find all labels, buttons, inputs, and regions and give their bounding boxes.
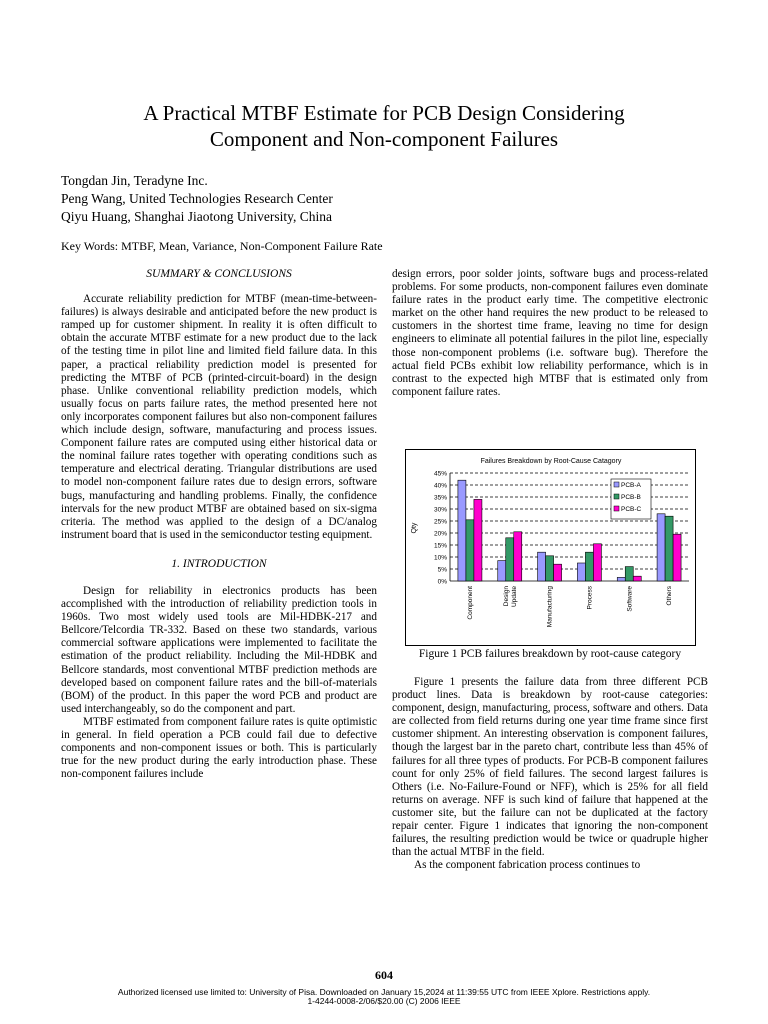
y-tick-label: 0% xyxy=(437,578,447,586)
legend-entry: PCB-A xyxy=(621,482,641,489)
bar-pcb-c xyxy=(514,532,522,581)
page-number: 604 xyxy=(375,968,393,982)
x-tick-label: Software xyxy=(626,586,634,612)
author-list xyxy=(61,172,333,226)
x-tick-label: Manufacturing xyxy=(546,586,554,628)
y-axis-label: Qty xyxy=(411,522,418,534)
bar-pcb-c xyxy=(633,576,641,581)
bar-pcb-a xyxy=(538,552,546,581)
bar-pcb-b xyxy=(506,538,514,581)
summary-paragraph: Accurate reliability prediction for MTBF (mean-time-between-failures) is always desirable and anticipated before the new product is ramped up for customer shipment. In reality it is often difficult to obtain the accurate MTBF estimate for a new product due to the lack of the testing time in pilot line and limited field failure data. In this paper, a practical reliability prediction model is presented for predicting the MTBF of PCB (printed-circuit-board) in the design phase. Unlike conventional reliability prediction models, which usually focus on parts failure rates, the method presented here not only incorporates component failures but also non-component failures which include design, software, manufacturing and process issues. Component failure rates are computed using either historical data or the nominal failure rates together with operating conditions such as temperature and electrical derating. Triangular distributions are used to model non-component failure rates due to design errors, software bugs, manufacturing and handling problems. Finally, the confidence intervals for the new product MTBF are obtained based on six-sigma criteria. The method was applied to the design of a DC/analog instrument board that is used in the semiconductor testing equipment. xyxy=(61,293,377,541)
paper-title xyxy=(0,100,768,152)
y-tick-label: 25% xyxy=(433,518,447,526)
bar-pcb-b xyxy=(625,567,633,581)
bar-pcb-a xyxy=(498,561,506,581)
bar-pcb-c xyxy=(554,564,562,581)
bar-pcb-c xyxy=(474,499,482,581)
author: Qiyu Huang, Shanghai Jiaotong University, China xyxy=(61,209,332,224)
y-tick-label: 40% xyxy=(433,482,447,490)
y-tick-label: 15% xyxy=(433,542,447,550)
y-tick-label: 30% xyxy=(433,506,447,514)
introduction-heading: 1. INTRODUCTION xyxy=(171,557,267,570)
body-paragraph-3: As the component fabrication process continues to xyxy=(414,859,641,872)
title-line-1: A Practical MTBF Estimate for PCB Design Considering xyxy=(143,101,625,125)
left-column xyxy=(61,268,377,781)
right-column-top xyxy=(392,268,708,399)
legend-swatch xyxy=(614,494,619,499)
legend-swatch xyxy=(614,506,619,511)
legend-swatch xyxy=(614,482,619,487)
summary-heading: SUMMARY & CONCLUSIONS xyxy=(146,268,292,280)
x-tick-label: Update xyxy=(510,586,518,607)
x-tick-label: Design xyxy=(502,586,510,607)
license-notice: Authorized licensed use limited to: University of Pisa. Downloaded on January 15,2024 at 11:39:55 UTC from IEEE Xplore. Restrictions apply. xyxy=(117,987,651,997)
y-tick-label: 45% xyxy=(433,470,447,478)
x-tick-label: Process xyxy=(586,586,594,610)
copyright-notice: 1-4244-0008-2/06/$20.00 (C) 2006 IEEE xyxy=(307,996,461,1006)
y-tick-label: 5% xyxy=(437,566,447,574)
figure-1-chart xyxy=(405,449,696,646)
y-tick-label: 10% xyxy=(433,554,447,562)
body-paragraph-2: Figure 1 presents the failure data from three different PCB product lines. Data is breakdown by root-cause categories: component, design, manufacturing, process, software and others. Data are collected from field returns during one year time frame since first customer shipment. An interesting observation is component failures, though the largest bar in the pareto chart, contribute less than 45% of failures for all three types of products. For PCB-B component failures count for only 25% of field failures. The second largest failures is Others (i.e. No-Failure-Found or NFF), which is 25% for all field returns on average. NFF is such kind of failure that happened at the customer site, but the failure can not be duplicated at the factory repair center. Figure 1 indicates that ignoring the non-component failures, the resulting prediction would be twice or quadruple higher than the actual MTBF in the field. xyxy=(392,676,708,859)
bar-pcb-b xyxy=(466,520,474,581)
x-tick-label: Others xyxy=(666,586,674,606)
bar-pcb-c xyxy=(673,534,681,581)
right-column-bottom xyxy=(392,676,708,872)
intro-paragraph-1: Design for reliability in electronics products has been accomplished with the introduction of reliability prediction tools in 1960s. Two most widely used tools are Mil-HDBK-217 and Bellcore/Telcordia TR-332. Based on these two standards, various commercial software applications were implemented to facilitate the estimation of the product reliability. Including the Mil-HDBK and Bellcore standards, most conventional MTBF prediction methods are developed based on component failure rates and the bill-of-materials (BOM) of the product. In this paper the word PCB and product are used interchangeably, so do the component and part. xyxy=(61,584,377,715)
y-tick-label: 20% xyxy=(433,530,447,538)
legend-entry: PCB-C xyxy=(621,506,642,513)
author: Peng Wang, United Technologies Research Center xyxy=(61,191,333,206)
bar-pcb-b xyxy=(585,552,593,581)
chart-title: Failures Breakdown by Root-Cause Catagory xyxy=(480,458,622,465)
bar-pcb-b xyxy=(665,516,673,581)
author: Tongdan Jin, Teradyne Inc. xyxy=(61,173,208,188)
legend-entry: PCB-B xyxy=(621,494,641,501)
bar-pcb-b xyxy=(546,556,554,581)
bar-pcb-a xyxy=(657,514,665,581)
x-tick-label: Component xyxy=(466,586,474,620)
bar-pcb-a xyxy=(617,577,625,581)
intro-paragraph-2: MTBF estimated from component failure rates is quite optimistic in general. In field operation a PCB could fail due to defective components and non-component issues or both. This is particularly true for the new product during the early introduction phase. These non-component failures include xyxy=(61,715,377,781)
keywords: Key Words: MTBF, Mean, Variance, Non-Component Failure Rate xyxy=(61,239,383,253)
bar-pcb-a xyxy=(458,480,466,581)
bar-chart xyxy=(406,450,695,645)
title-line-2: Component and Non-component Failures xyxy=(209,127,559,151)
body-paragraph-1: design errors, poor solder joints, software bugs and process-related problems. For some products, non-component failures even dominate failure rates in the product early time. The competitive electronic market on the other hand requires the new product to be released to customers in the shortest time frame, leaving no time for design engineers to eliminate all potential failures in the pilot line, especially those non-component problems (i.e. software bug). Therefore the actual field PCBs exhibit low reliability performance, which is in contrast to the expected high MTBF that is estimated only from component failure rates. xyxy=(392,268,708,398)
bar-pcb-c xyxy=(593,544,601,581)
y-tick-label: 35% xyxy=(433,494,447,502)
bar-pcb-a xyxy=(577,563,585,581)
figure-1-caption: Figure 1 PCB failures breakdown by root-cause category xyxy=(418,648,682,660)
